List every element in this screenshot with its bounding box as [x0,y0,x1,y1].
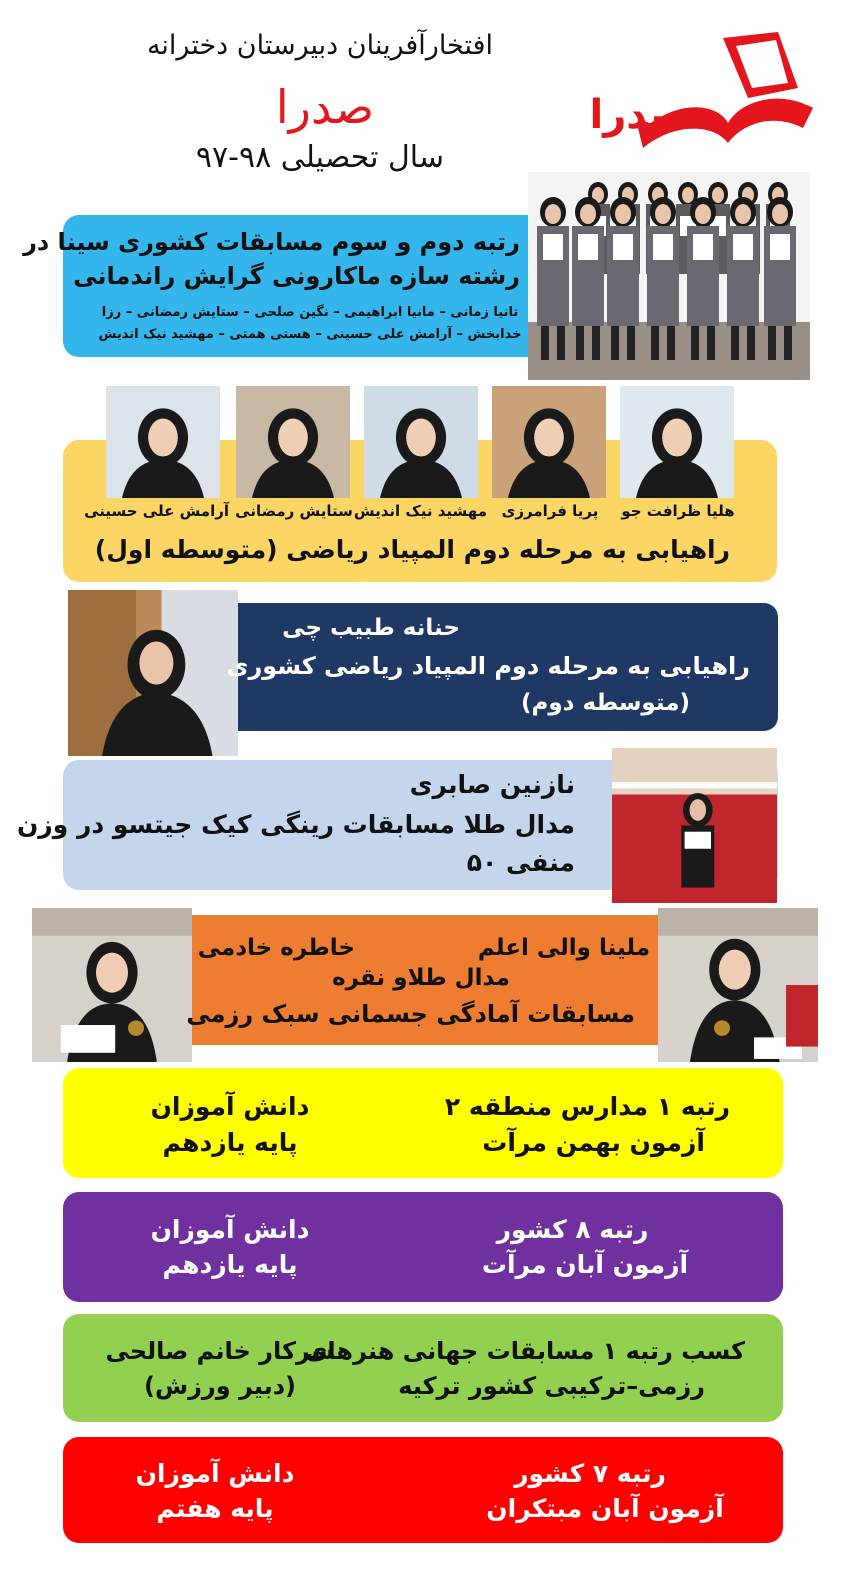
book-logo-icon [589,28,818,168]
khatereh-photo [32,908,192,1062]
logo-lettering: صدرا [589,92,688,138]
arts-teacher-role: (دبیر ورزش) [143,1372,296,1400]
student-photo [620,386,734,498]
khatereh-name: خاطره خادمی [197,935,355,961]
mobtakeran-grade: پایه هفتم [156,1494,274,1523]
student-photo [106,386,220,498]
math-lower-caption: راهیابی به مرحله دوم المپیاد ریاضی (متوسطه اول) [94,535,730,564]
arts-teacher: سرکار خانم صالحی [105,1337,335,1365]
sina-title-line1: رتبه دوم و سوم مسابقات کشوری سینا در [23,228,520,256]
bahman-exam: آزمون بهمن مرآت [482,1128,705,1157]
school-name: صدرا [275,80,375,134]
melina-name: ملینا والی اعلم [477,935,650,961]
hananeh-photo [68,590,238,756]
aban-students: دانش آموزان [150,1215,310,1244]
team-group-photo [528,172,810,380]
aban-mobtakeran-panel [63,1437,783,1543]
fitness-line2: مسابقات آمادگی جسمانی سبک رزمی [186,1000,635,1028]
bahman-students: دانش آموزان [150,1092,310,1121]
school-logo [589,28,818,168]
page-title: افتخارآفرینان دبیرستان دخترانه [146,30,494,61]
student-photo [492,386,606,498]
hananeh-line2: (متوسطه دوم) [520,690,690,716]
bahman-exam-panel [63,1068,783,1178]
student-photo [364,386,478,498]
aban-exam: آزمون آبان مرآت [481,1250,689,1279]
fitness-line1: مدال طلاو نقره [332,965,510,991]
academic-year: سال تحصیلی ۹۸-۹۷ [195,140,445,175]
aban-rank: رتبه ۸ کشور [496,1215,649,1244]
student-name: هلیا ظرافت جو [621,502,735,520]
hananeh-line1: راهیابی به مرحله دوم المپیاد ریاضی کشوری [226,652,750,680]
aban-grade: پایه یازدهم [162,1250,298,1279]
student-name: پریا فرامرزی [501,502,599,520]
bahman-rank: رتبه ۱ مدارس منطقه ۲ [444,1092,730,1121]
student-name: مهشید نیک اندیش [353,502,487,520]
world-martial-arts-panel [63,1314,783,1422]
sina-names-line2: خدابخش – آرامش علی حسینی – هستی همتی – مهشید نیک اندیش [98,327,522,342]
mobtakeran-students: دانش آموزان [135,1459,295,1488]
student-name: ستایش رمضانی [235,502,353,520]
mobtakeran-exam: آزمون آبان مبتکران [486,1494,724,1523]
kick-line2: منفی ۵۰ [466,848,575,877]
nazanin-photo [612,748,777,903]
sina-names-line1: تانیا زمانی – مانیا ابراهیمی – نگین صلحی – ستایش رمضانی – رزا [101,305,519,320]
sina-title-line2: رشته سازه ماکارونی گرایش راندمانی [73,262,520,290]
bahman-grade: پایه یازدهم [162,1128,298,1157]
student-name: آرامش علی حسینی [84,502,229,520]
arts-line1: کسب رتبه ۱ مسابقات جهانی هنرهای [305,1337,745,1365]
student-photo [236,386,350,498]
kick-line1: مدال طلا مسابقات رینگی کیک جیتسو در وزن [16,810,575,839]
aban-merat-panel [63,1192,783,1302]
arts-line2: رزمی–ترکیبی کشور ترکیه [398,1372,705,1400]
hananeh-name: حنانه طبیب چی [282,615,460,641]
melina-photo [658,908,818,1062]
nazanin-name: نازنین صابری [409,770,575,799]
mobtakeran-rank: رتبه ۷ کشور [514,1459,666,1488]
